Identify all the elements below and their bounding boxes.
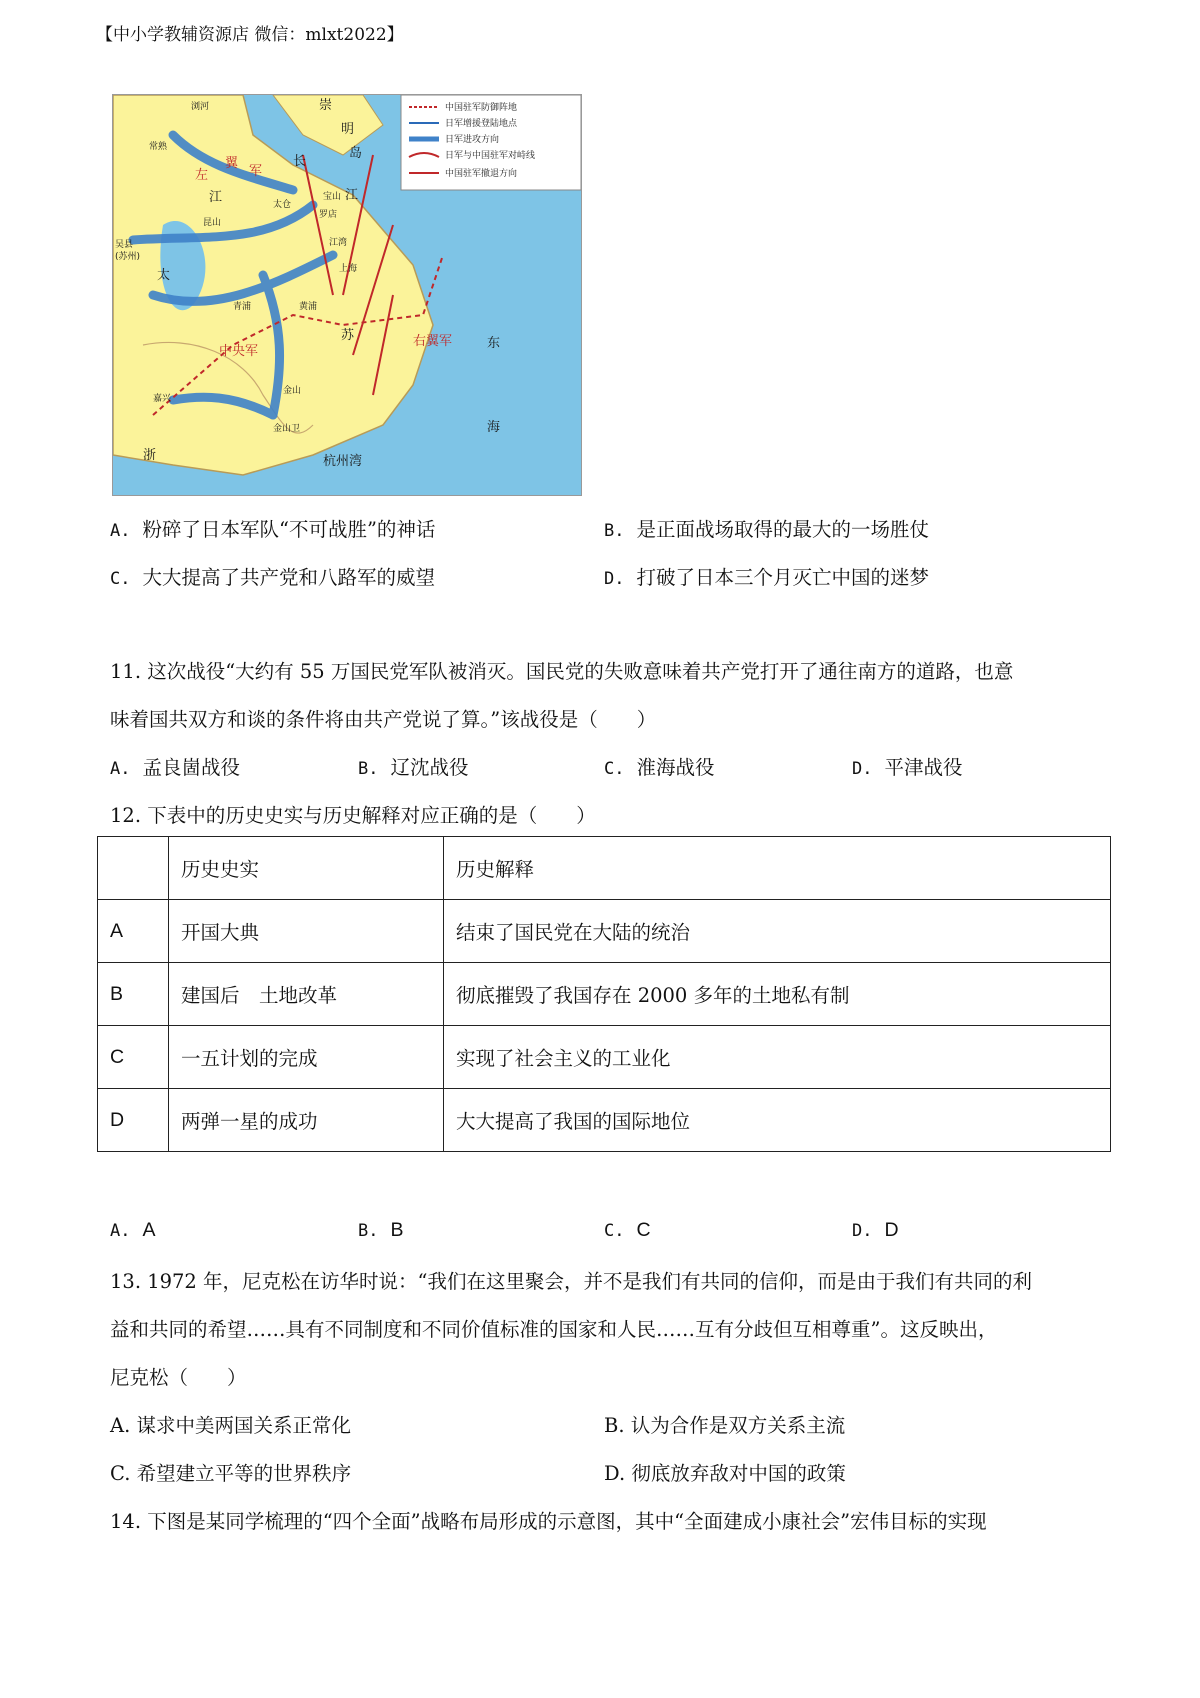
- battle-map: [112, 94, 582, 496]
- label-dao: 岛: [349, 146, 363, 161]
- battle-map-svg: [113, 95, 581, 495]
- label-chang: 长: [293, 154, 307, 169]
- label-place: 宝山: [323, 192, 342, 202]
- label-place: 上海: [339, 264, 358, 274]
- option-label: C.: [110, 569, 131, 589]
- q10-option-b[interactable]: [604, 514, 929, 542]
- history-table: [97, 836, 1111, 1152]
- option-text: A: [142, 1219, 156, 1241]
- q10-option-a[interactable]: [110, 514, 435, 542]
- q13-option-a[interactable]: A. 谋求中美两国关系正常化: [110, 1414, 351, 1437]
- q13-stem-line2: 益和共同的希望……具有不同制度和不同价值标准的国家和人民……互有分歧但互相尊重”。这反映出，: [110, 1318, 998, 1341]
- option-label: C.: [604, 1221, 625, 1241]
- option-label: D.: [852, 759, 873, 779]
- label-youyijun: 右翼军: [413, 334, 453, 349]
- q10-option-d[interactable]: [604, 562, 929, 590]
- page-header: 【中小学教辅资源店 微信：mlxt2022】: [96, 25, 404, 45]
- q14-stem-line1: 14. 下图是某同学梳理的“四个全面”战略布局形成的示意图，其中“全面建成小康社会”宏伟目标的实现: [110, 1510, 987, 1533]
- label-place: (苏州): [115, 252, 141, 262]
- q11-stem-line2: 味着国共双方和谈的条件将由共产党说了算。”该战役是（ ）: [110, 708, 657, 731]
- q13-option-b[interactable]: B. 认为合作是双方关系主流: [604, 1414, 846, 1437]
- q11-stem-line1: 11. 这次战役“大约有 55 万国民党军队被消灭。国民党的失败意味着共产党打开了通往南方的道路，也意: [110, 660, 1014, 683]
- label-chong: 崇: [319, 98, 333, 113]
- table-cell: A: [98, 900, 169, 963]
- option-label: A.: [110, 1221, 131, 1241]
- q13-stem-line3: 尼克松（ ）: [110, 1366, 247, 1389]
- table-cell: C: [98, 1026, 169, 1089]
- label-place: 太仓: [273, 200, 292, 210]
- option-text: 大大提高了共产党和八路军的威望: [142, 566, 435, 589]
- label-place: 青浦: [233, 302, 252, 312]
- q13-option-d[interactable]: D. 彻底放弃敌对中国的政策: [604, 1462, 846, 1485]
- option-text: 打破了日本三个月灭亡中国的迷梦: [636, 566, 929, 589]
- table-row: [98, 900, 1111, 963]
- q11-option-d[interactable]: [852, 752, 963, 780]
- table-cell: 大大提高了我国的国际地位: [444, 1089, 1111, 1152]
- option-label: C.: [604, 759, 625, 779]
- option-text: 淮海战役: [636, 756, 715, 779]
- label-place: 嘉兴: [153, 394, 172, 404]
- label-zhongyangjun: 中央军: [219, 344, 259, 359]
- option-label: B.: [358, 759, 379, 779]
- table-cell: 实现了社会主义的工业化: [444, 1026, 1111, 1089]
- legend-item: 中国驻军撤退方向: [445, 169, 518, 179]
- option-text: 辽沈战役: [390, 756, 469, 779]
- table-cell: 彻底摧毁了我国存在 2000 多年的土地私有制: [444, 963, 1111, 1026]
- table-header-cell: [98, 837, 169, 900]
- option-label: A.: [110, 759, 131, 779]
- label-place: 昆山: [203, 218, 222, 228]
- table-cell: 开国大典: [169, 900, 444, 963]
- label-zhe: 浙: [143, 448, 157, 463]
- table-cell: 一五计划的完成: [169, 1026, 444, 1089]
- option-text: B: [390, 1219, 404, 1241]
- table-cell: B: [98, 963, 169, 1026]
- q12-option-c[interactable]: [604, 1218, 651, 1242]
- option-label: A.: [110, 521, 131, 541]
- q11-option-c[interactable]: [604, 752, 715, 780]
- q13-stem-line1: 13. 1972 年，尼克松在访华时说：“我们在这里聚会，并不是我们有共同的信仰，而是由于我们有共同的利: [110, 1270, 1033, 1293]
- option-text: 粉碎了日本军队“不可战胜”的神话: [142, 518, 436, 541]
- q12-option-d[interactable]: [852, 1218, 899, 1242]
- option-text: C: [636, 1219, 651, 1241]
- table-header-cell: 历史史实: [169, 837, 444, 900]
- q12-option-b[interactable]: [358, 1218, 404, 1242]
- legend-item: 日军增援登陆地点: [445, 119, 518, 129]
- label-place: 浏河: [191, 102, 210, 112]
- label-zuoyi-1: 左: [195, 168, 209, 183]
- label-jiang2: 江: [345, 188, 359, 203]
- option-label: B.: [358, 1221, 379, 1241]
- table-row: [98, 1026, 1111, 1089]
- label-su: 苏: [341, 328, 355, 343]
- table-header-row: [98, 837, 1111, 900]
- label-place: 黄浦: [299, 302, 318, 312]
- label-place: 吴县: [115, 240, 134, 250]
- label-zuoyi-2: 翼: [225, 156, 239, 171]
- legend-item: 中国驻军防御阵地: [445, 103, 518, 113]
- legend-item: 日军进攻方向: [445, 135, 500, 145]
- option-label: B.: [604, 521, 625, 541]
- label-place: 江湾: [329, 238, 348, 248]
- option-text: D: [884, 1219, 899, 1241]
- table-row: [98, 963, 1111, 1026]
- label-place: 金山卫: [273, 424, 301, 434]
- q11-option-b[interactable]: [358, 752, 469, 780]
- option-label: D.: [852, 1221, 873, 1241]
- label-place: 金山: [283, 386, 302, 396]
- table-cell: 建国后 土地改革: [169, 963, 444, 1026]
- label-place: 常熟: [149, 142, 168, 152]
- label-dong: 东: [487, 336, 501, 351]
- table-cell: 结束了国民党在大陆的统治: [444, 900, 1111, 963]
- q11-option-a[interactable]: [110, 752, 240, 780]
- q13-option-c[interactable]: C. 希望建立平等的世界秩序: [110, 1462, 352, 1485]
- q12-option-a[interactable]: [110, 1218, 156, 1242]
- legend-item: 日军与中国驻军对峙线: [445, 151, 536, 161]
- label-hai: 海: [487, 420, 501, 435]
- option-label: D.: [604, 569, 625, 589]
- label-hangzhouwan: 杭州湾: [323, 454, 363, 469]
- label-jiang: 江: [209, 190, 223, 205]
- label-zuoyi-3: 军: [249, 164, 263, 179]
- q12-stem: 12. 下表中的历史史实与历史解释对应正确的是（ ）: [110, 804, 596, 827]
- label-tai: 太: [157, 268, 171, 283]
- table-header-cell: 历史解释: [444, 837, 1111, 900]
- option-text: 是正面战场取得的最大的一场胜仗: [636, 518, 929, 541]
- q10-option-c[interactable]: [110, 562, 435, 590]
- label-place: 罗店: [319, 210, 338, 220]
- option-text: 平津战役: [884, 756, 963, 779]
- table-cell: 两弹一星的成功: [169, 1089, 444, 1152]
- table-cell: D: [98, 1089, 169, 1152]
- option-text: 孟良崮战役: [142, 756, 240, 779]
- table-row: [98, 1089, 1111, 1152]
- label-ming: 明: [341, 122, 355, 137]
